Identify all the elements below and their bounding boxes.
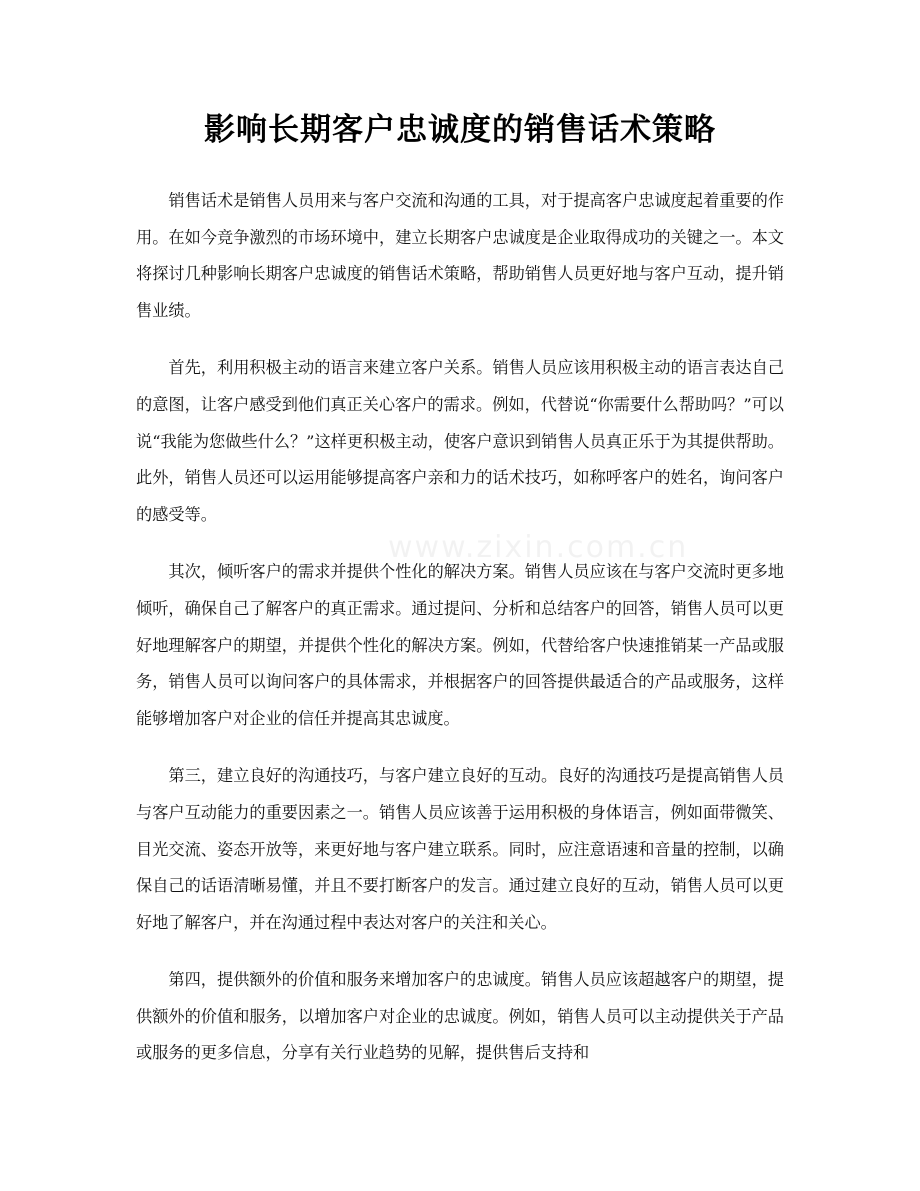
document-body <box>136 183 784 1093</box>
document-title: 影响长期客户忠诚度的销售话术策略 <box>204 112 716 148</box>
paragraph-third-strategy: 第三，建立良好的沟通技巧，与客户建立良好的互动。良好的沟通技巧是提高销售人员与客户互动能力的重要因素之一。销售人员应该善于运用积极的身体语言，例如面带微笑、目光交流、姿态开放等，来更好地与客户建立联系。同时，应注意语速和音量的控制，以确保自己的话语清晰易懂，并且不要打断客户的发言。通过建立良好的互动，销售人员可以更好地了解客户，并在沟通过程中表达对客户的关注和关心。 <box>136 766 784 932</box>
paragraph-intro: 销售话术是销售人员用来与客户交流和沟通的工具，对于提高客户忠诚度起着重要的作用。在如今竞争激烈的市场环境中，建立长期客户忠诚度是企业取得成功的关键之一。本文将探讨几种影响长期客户忠诚度的销售话术策略，帮助销售人员更好地与客户互动，提升销售业绩。 <box>136 191 784 320</box>
paragraph-first-strategy: 首先，利用积极主动的语言来建立客户关系。销售人员应该用积极主动的语言表达自己的意图，让客户感受到他们真正关心客户的需求。例如，代替说“你需要什么帮助吗？”可以说“我能为您做些什么？”这样更积极主动，使客户意识到销售人员真正乐于为其提供帮助。此外，销售人员还可以运用能够提高客户亲和力的话术技巧，如称呼客户的姓名，询问客户的感受等。 <box>136 358 784 524</box>
paragraph-second-strategy: 其次，倾听客户的需求并提供个性化的解决方案。销售人员应该在与客户交流时更多地倾听，确保自己了解客户的真正需求。通过提问、分析和总结客户的回答，销售人员可以更好地理解客户的期望，并提供个性化的解决方案。例如，代替给客户快速推销某一产品或服务，销售人员可以询问客户的具体需求，并根据客户的回答提供最适合的产品或服务，这样能够增加客户对企业的信任并提高其忠诚度。 <box>136 562 784 728</box>
watermark: www.zixin.com.cn <box>388 530 689 565</box>
paragraph-fourth-strategy: 第四，提供额外的价值和服务来增加客户的忠诚度。销售人员应该超越客户的期望，提供额外的价值和服务，以增加客户对企业的忠诚度。例如，销售人员可以主动提供关于产品或服务的更多信息，分享有关行业趋势的见解，提供售后支持和 <box>136 970 784 1063</box>
